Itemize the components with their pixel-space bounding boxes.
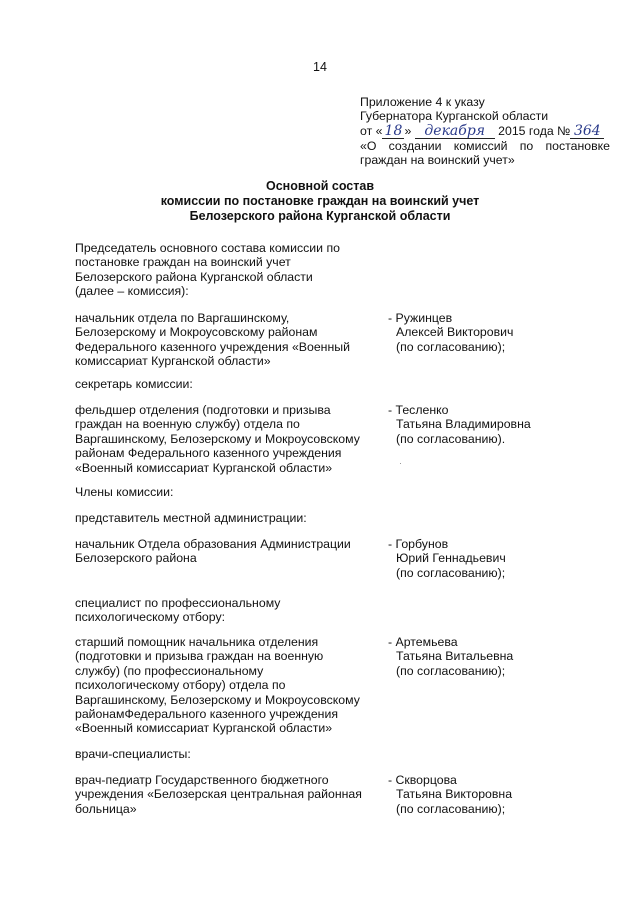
appendix-line: Приложение 4 к указу <box>360 95 485 109</box>
text-line: Федерального казенного учреждения «Военный <box>75 339 350 354</box>
chair-intro <box>75 241 385 299</box>
text-line: службу) (по профессиональному <box>75 663 264 678</box>
text-line: (по согласованию); <box>396 801 506 816</box>
text-line: «Военный комиссариат Курганской области» <box>75 721 333 736</box>
text-line: районам Федерального казенного учреждения <box>75 446 342 461</box>
appendix-line: граждан на воинский учет» <box>360 153 515 168</box>
section-label: секретарь комиссии: <box>75 377 193 391</box>
member-position <box>75 773 385 816</box>
text-line: Белозерскому и Мокроусовскому районам <box>75 325 318 340</box>
section-label: Члены комиссии: <box>75 485 174 499</box>
section-label <box>75 596 385 625</box>
text-line: постановке граждан на воинский учет <box>75 255 291 270</box>
appendix-line: «О создании комиссий по постановке <box>360 138 610 153</box>
text-line: - Горбунов <box>388 537 449 551</box>
member-name <box>388 537 558 580</box>
text-line: специалист по профессиональному <box>75 596 281 610</box>
text-line: - Артемьева <box>388 635 458 649</box>
text-line: » <box>404 123 412 138</box>
member-name <box>388 403 558 446</box>
text-line: Белозерского района Курганской области <box>189 209 451 224</box>
member-position <box>75 403 385 475</box>
text-line: (подготовки и призыва граждан на военную <box>75 649 324 664</box>
member-position <box>75 311 385 369</box>
handwritten-number: 364 <box>570 125 604 139</box>
member-position <box>75 635 385 736</box>
text-line: (по согласованию). <box>396 431 506 446</box>
text-line: психологическому отбору: <box>75 610 226 625</box>
text-line: комиссариат Курганской области» <box>75 354 271 369</box>
appendix-date-line <box>360 124 610 139</box>
text-line: старший помощник начальника отделения <box>75 635 319 649</box>
text-line: учреждения «Белозерская центральная районная <box>75 787 362 802</box>
handwritten-month: декабря <box>415 125 495 139</box>
text-line: от « <box>360 123 383 138</box>
section-label: представитель местной администрации: <box>75 511 307 525</box>
text-line: начальник Отдела образования Администрации <box>75 537 351 551</box>
text-line: фельдшер отделения (подготовки и призыва <box>75 403 331 417</box>
member-name <box>388 635 558 678</box>
text-line: Юрий Геннадьевич <box>396 551 506 566</box>
text-line: больница» <box>75 801 137 816</box>
text-line: (по согласованию); <box>396 663 506 678</box>
text-line: начальник отдела по Варгашинскому, <box>75 311 290 325</box>
text-line: «Военный комиссариат Курганской области» <box>75 460 333 475</box>
text-line: Татьяна Викторовна <box>396 787 513 802</box>
member-name <box>388 311 558 354</box>
text-line: комиссии по постановке граждан на воинский учет <box>160 194 480 209</box>
section-label: врачи-специалисты: <box>75 747 191 761</box>
handwritten-day: 18 <box>382 125 404 139</box>
text-line: (по согласованию); <box>396 565 506 580</box>
text-line: (далее – комиссия): <box>75 284 189 299</box>
text-line: Варгашинскому, Белозерскому и Мокроусовскому <box>75 431 360 446</box>
text-line: 2015 года № <box>498 123 571 138</box>
appendix-line: Губернатора Курганской области <box>360 109 549 124</box>
member-name <box>388 773 558 816</box>
text-line: Татьяна Владимировна <box>396 417 531 432</box>
scan-speck <box>400 463 401 464</box>
text-line: Белозерского района <box>75 551 197 566</box>
text-line: - Ружинцев <box>388 311 453 325</box>
text-line: граждан на военную службу) отдела по <box>75 417 300 432</box>
page-number: 14 <box>313 60 327 74</box>
text-line: районамФедерального казенного учреждения <box>75 707 338 722</box>
text-line: врач-педиатр Государственного бюджетного <box>75 773 329 787</box>
text-line: Татьяна Витальевна <box>396 649 514 664</box>
text-line: Основной состав <box>265 179 375 193</box>
text-line: психологическому отбору) отдела по <box>75 678 286 693</box>
text-line: - Тесленко <box>388 403 449 417</box>
appendix-header <box>360 95 610 168</box>
member-position <box>75 537 385 566</box>
text-line: Председатель основного состава комиссии по <box>75 241 340 255</box>
text-line: Белозерского района Курганской области <box>75 269 313 284</box>
text-line: - Скворцова <box>388 773 457 787</box>
text-line: (по согласованию); <box>396 339 506 354</box>
text-line: Алексей Викторович <box>396 325 514 340</box>
document-title <box>0 179 640 225</box>
text-line: Варгашинскому, Белозерскому и Мокроусовскому <box>75 692 360 707</box>
